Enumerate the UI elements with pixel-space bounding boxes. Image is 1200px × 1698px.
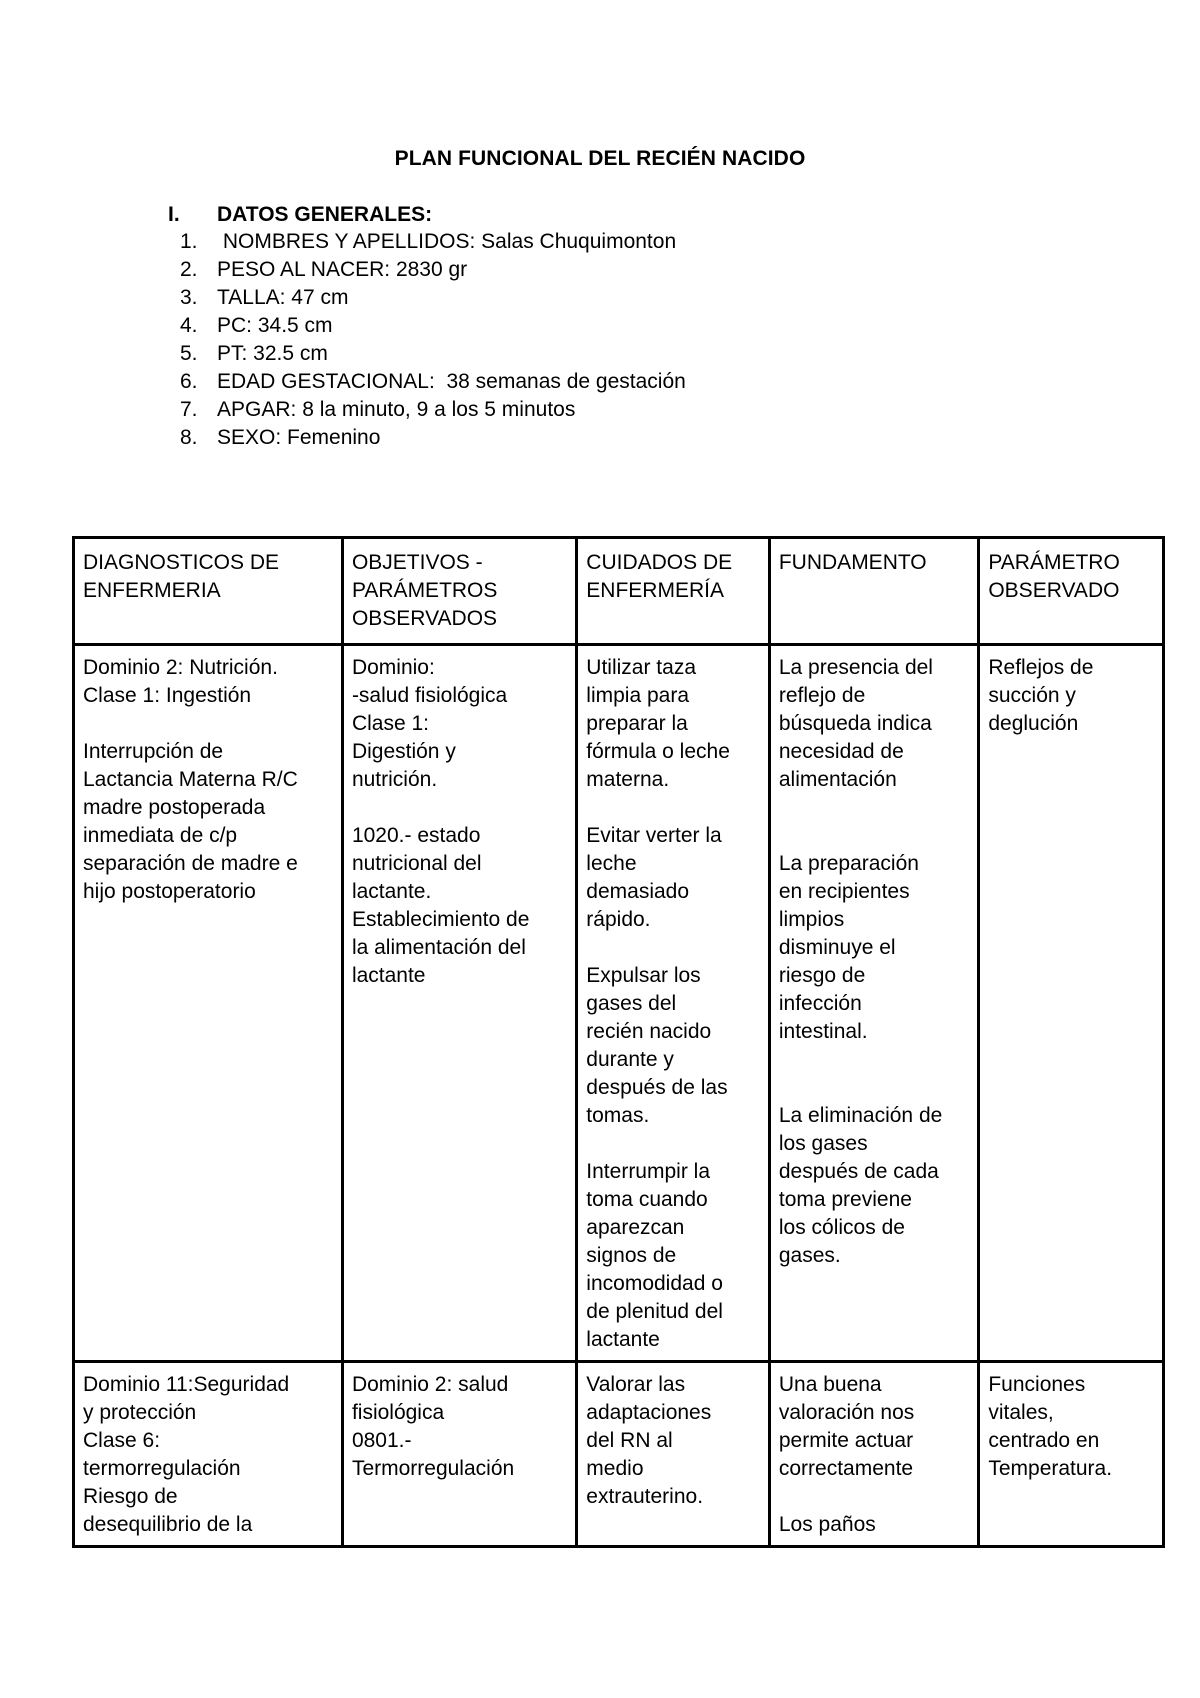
header-parametro: PARÁMETRO OBSERVADO: [979, 538, 1164, 645]
general-data-item: 1. NOMBRES Y APELLIDOS: Salas Chuquimonton: [180, 230, 677, 253]
cell-cuidados: Utilizar taza limpia para preparar la fórmula o leche materna. Evitar verter la leche demasiado rápido. Expulsar los gases del recién nacido durante y después de las tomas. Interrumpir la toma cuando aparezcan signos de incomodidad o de plenitud del lactante: [577, 645, 770, 1362]
cell-fundamento: La presencia del reflejo de búsqueda indica necesidad de alimentación La preparación en recipientes limpios disminuye el riesgo de infección intestinal. La eliminación de los gases después de cada toma previene los cólicos de gases.: [769, 645, 978, 1362]
general-data-item: 6. EDAD GESTACIONAL: 38 semanas de gestación: [180, 370, 686, 393]
cell-objetivos: Dominio 2: salud fisiológica 0801.- Termorregulación: [342, 1362, 576, 1547]
cell-diagnosticos: Dominio 2: Nutrición. Clase 1: Ingestión Interrupción de Lactancia Materna R/C madre postoperada inmediata de c/p separación de madre e hijo postoperatorio: [74, 645, 343, 1362]
general-data-list: [180, 228, 686, 452]
table-row: [74, 645, 1164, 1362]
header-cuidados: CUIDADOS DE ENFERMERÍA: [577, 538, 770, 645]
care-plan-table: [72, 536, 1165, 1548]
section-number: I.: [168, 203, 180, 226]
cell-objetivos: Dominio: -salud fisiológica Clase 1: Digestión y nutrición. 1020.- estado nutricional del lactante. Establecimiento de la alimentación del lactante: [342, 645, 576, 1362]
header-fundamento: FUNDAMENTO: [769, 538, 978, 645]
general-data-item: 7. APGAR: 8 la minuto, 9 a los 5 minutos: [180, 398, 576, 421]
cell-parametro: Funciones vitales, centrado en Temperatura.: [979, 1362, 1164, 1547]
cell-fundamento: Una buena valoración nos permite actuar correctamente Los paños: [769, 1362, 978, 1547]
header-objetivos: OBJETIVOS - PARÁMETROS OBSERVADOS: [342, 538, 576, 645]
cell-parametro: Reflejos de succión y deglución: [979, 645, 1164, 1362]
general-data-item: 4. PC: 34.5 cm: [180, 314, 333, 337]
general-data-item: 5. PT: 32.5 cm: [180, 342, 328, 365]
general-data-item: 3. TALLA: 47 cm: [180, 286, 349, 309]
cell-diagnosticos: Dominio 11:Seguridad y protección Clase 6: termorregulación Riesgo de desequilibrio de la: [74, 1362, 343, 1547]
page-title: PLAN FUNCIONAL DEL RECIÉN NACIDO: [394, 147, 806, 170]
section-heading-text: DATOS GENERALES:: [217, 203, 433, 226]
general-data-item: 8. SEXO: Femenino: [180, 426, 381, 449]
section-heading: [168, 203, 432, 227]
table-row: [74, 1362, 1164, 1547]
general-data-item: 2. PESO AL NACER: 2830 gr: [180, 258, 468, 281]
table-header-row: [74, 538, 1164, 645]
header-diagnosticos: DIAGNOSTICOS DE ENFERMERIA: [74, 538, 343, 645]
cell-cuidados: Valorar las adaptaciones del RN al medio extrauterino.: [577, 1362, 770, 1547]
